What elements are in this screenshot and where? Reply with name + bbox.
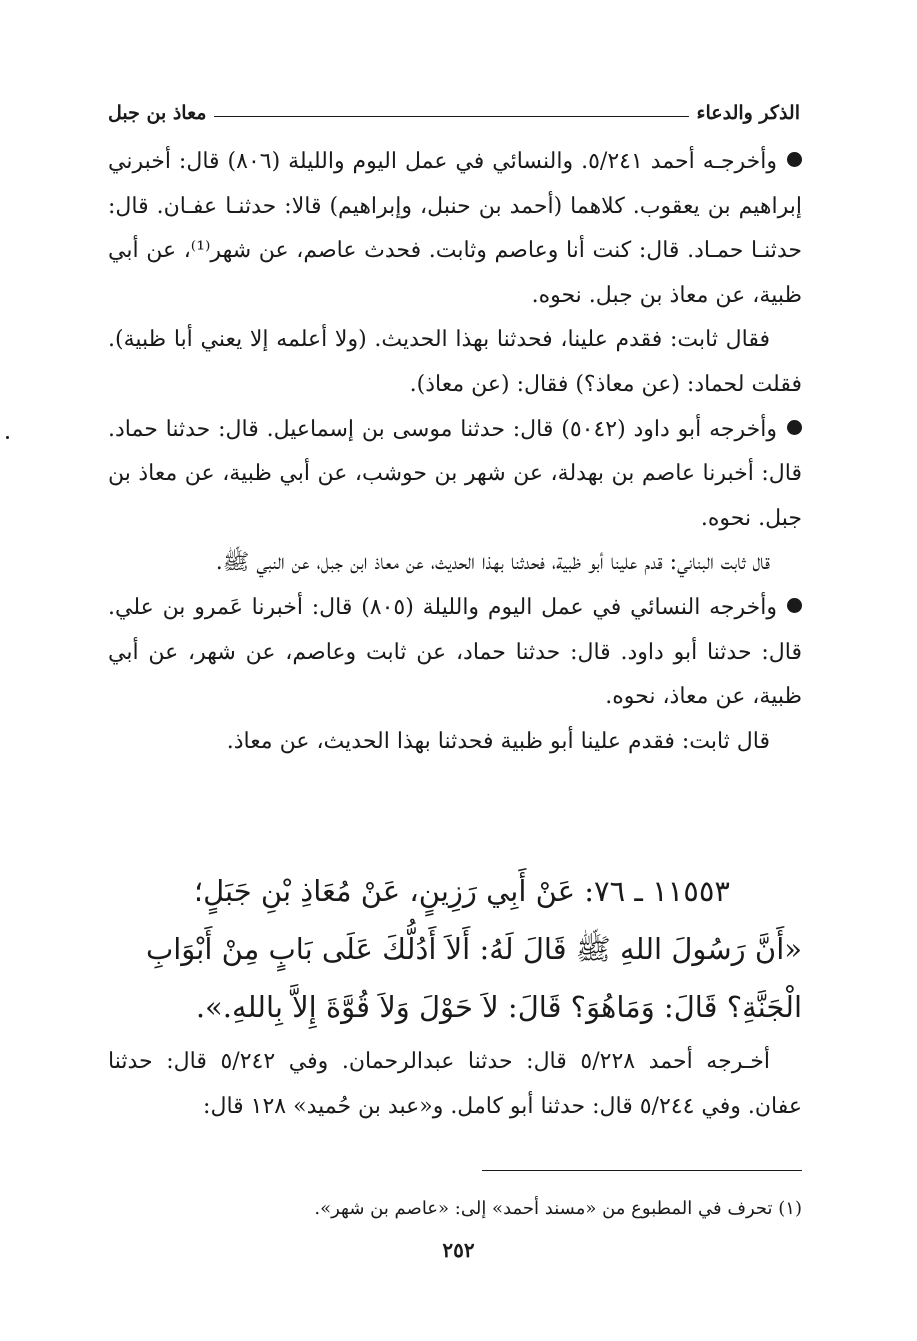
text-line: ابن جبل، عن النبي ﷺ. (215, 550, 368, 576)
text-line: قال: أخبرني إبراهيم بن يعقوب. كلاهما (أحمد بن حنبل، وإبراهيم) قالا: (108, 149, 802, 219)
footnote: (١) تحرف في المطبوع من «مسند أحمد» إلى: «عاصم بن شهر». (314, 1198, 802, 1219)
text-line: ظبية). فقلت لحماد: (عن معاذ؟) فقال: (عن معاذ). (108, 327, 802, 397)
text-line: حدثنا حماد. قال: أخبرنا عاصم بن بهدلة، عن شهر بن حوشب، عن أبي (108, 416, 802, 487)
paragraph-thabit-bunani (108, 541, 802, 586)
paragraph-ahmad-nasai (108, 140, 802, 318)
text-line: وأخرجه أبو داود (٥٠٤٢) قال: حدثنا موسى بن إسماعيل. قال: (218, 416, 777, 442)
text-line: علي. قال: حدثنا أبو داود. قال: حدثنا حماد، عن ثابت وعاصم، عن شهر، (108, 594, 802, 665)
header-section-title: معاذ بن جبل (108, 102, 207, 124)
text-line: عن أبي ظبية، عن معاذ، نحوه. (108, 639, 802, 710)
bullet-icon (787, 598, 802, 613)
bullet-icon (787, 152, 802, 167)
text-line: وأخرجه النسائي في عمل اليوم والليلة (٨٠٥) قال: أخبرنا عَمرو بن (162, 594, 777, 620)
header-rule (214, 116, 688, 117)
paragraph-nasai (108, 586, 802, 720)
text-line: عاصم، عن شهر⁽¹⁾، عن أبي ظبية، عن معاذ بن جبل. نحوه. (108, 238, 802, 308)
hadith-block (108, 862, 802, 1036)
paragraph-thabit-final (108, 720, 802, 765)
paragraph-thabit-comment (108, 318, 802, 407)
takhrij-text (108, 1040, 802, 1129)
body-text (108, 140, 802, 764)
header-chapter-title: الذكر والدعاء (696, 102, 800, 124)
text-line: حدثنا عفان. وفي ٥/٢٤٤ قال: حدثنا أبو كامل. و«عبد بن حُميد» ١٢٨ قال: (108, 1049, 802, 1119)
text-line: حدثنـا عفـان. قال: حدثنـا حمـاد. قال: كنت أنا وعاصم وثابت. فحدث (108, 193, 803, 264)
text-line: فقال ثابت: فقدم علينا، فحدثنا بهذا الحديث. (ولا أعلمه إلا يعني أبا (173, 327, 770, 353)
paragraph-takhrij (108, 1040, 802, 1129)
text-line: أخـرجه أحمد ٥/٢٢٨ قال: حدثنا عبدالرحمان. وفي ٥/٢٤٢ قال: (166, 1049, 770, 1074)
paragraph-abu-dawud (108, 408, 802, 542)
running-header (108, 96, 800, 130)
hadith-matn-line: الْجَنَّةِ؟ قَالَ: وَمَاهُوَ؟ قَالَ: لاَ حَوْلَ وَلاَ قُوَّةَ إِلاَّ بِاللهِ.». (195, 990, 802, 1024)
scan-speck (6, 436, 9, 439)
bullet-icon (787, 420, 802, 435)
text-line: وأخرجـه أحمد ٥/٢٤١. والنسائي في عمل اليوم والليلة (٨٠٦) (227, 149, 778, 174)
hadith-isnad: ١١٥٥٣ ـ ٧٦: عَنْ أَبِي رَزِينٍ، عَنْ مُعَاذِ بْنِ جَبَلٍ؛ (193, 874, 730, 908)
text-line: قال ثابت البناني: قدم علينا أبو ظبية، فحدثنا بهذا الحديث، عن معاذ (374, 550, 770, 576)
page-number: ٢٥٢ (442, 1238, 475, 1262)
hadith-matn-line: «أَنَّ رَسُولَ اللهِ ﷺ قَالَ لَهُ: أَلاَ أَدُلُّكَ عَلَى بَابٍ مِنْ أَبْوَابِ (145, 932, 802, 966)
text-line: قال ثابت: فقدم علينا أبو ظبية فحدثنا بهذا الحديث، عن معاذ. (226, 728, 770, 754)
footnote-separator (482, 1170, 802, 1171)
text-line: ظبية، عن معاذ بن جبل. نحوه. (108, 461, 802, 531)
